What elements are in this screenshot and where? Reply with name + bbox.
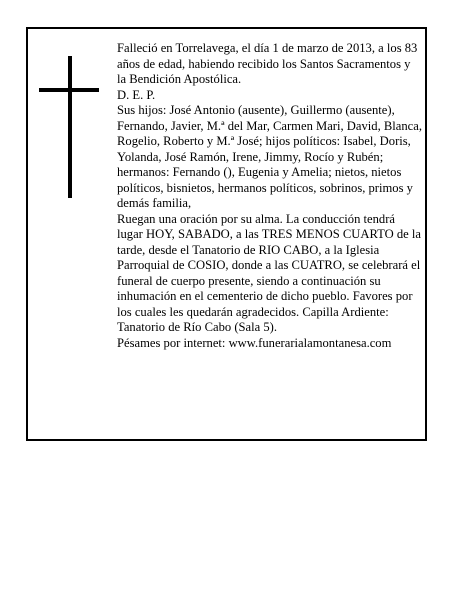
obituary-notice: [26, 27, 427, 441]
family-list: Sus hijos: José Antonio (ausente), Guillermo (ausente), Fernando, Javier, M.ª del Mar, Carmen Mari, David, Blanca, Rogelio, Roberto y M.ª José; hijos políticos: Isabel, Doris, Yolanda, José Ramón, Irene, Jimmy, Rocío y Rubén; hermanos: Fernando (), Eugenia y Amelia; nietos, nietos políticos, bisnietos, hermanos políticos, sobrinos, primos y demás familia,: [117, 103, 422, 210]
rip-line: D. E. P.: [117, 87, 156, 102]
death-announcement: Falleció en Torrelavega, el día 1 de marzo de 2013, a los 83 años de edad, habiendo recibido los Santos Sacramentos y la Bendición Apostólica.: [117, 41, 418, 86]
notice-text: [117, 41, 422, 351]
condolences-line: Pésames por internet: www.funerarialamontanesa.com: [117, 335, 392, 350]
funeral-details: Ruegan una oración por su alma. La conducción tendrá lugar HOY, SABADO, a las TRES MENOS CUARTO de la tarde, desde el Tanatorio de RIO CABO, a la Iglesia Parroquial de COSIO, donde a las CUATRO, se celebrará el funeral de cuerpo presente, siendo a continuación su inhumación en el cementerio de dicho pueblo. Favores por los cuales les quedarán agradecidos. Capilla Ardiente: Tanatorio de Río Cabo (Sala 5).: [117, 211, 421, 334]
cross-vertical-bar: [68, 56, 72, 198]
cross-horizontal-bar: [39, 88, 99, 92]
